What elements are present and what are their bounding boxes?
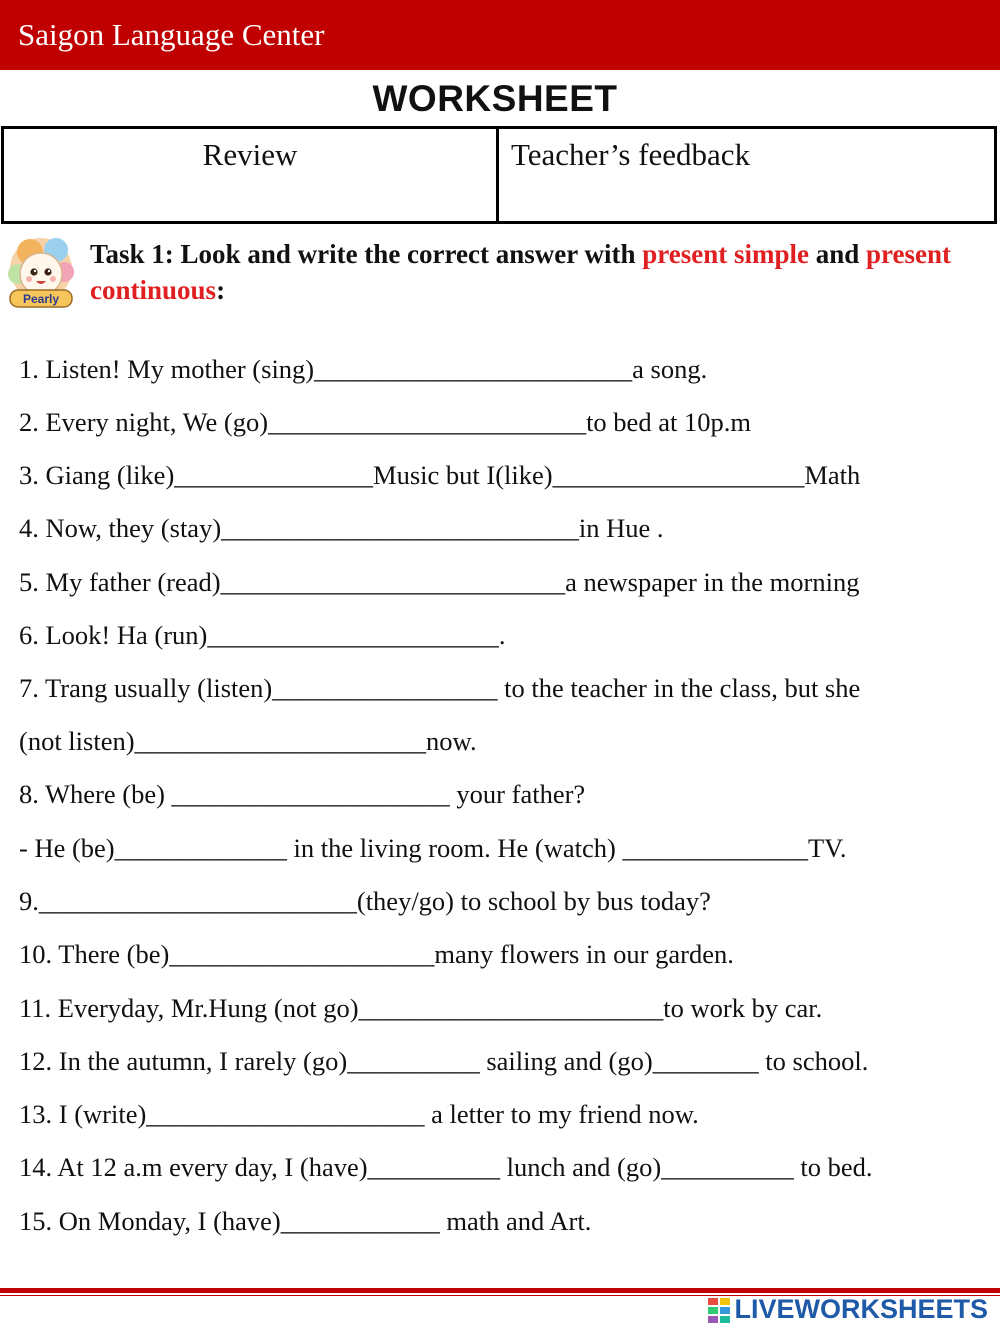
review-label: Review — [202, 137, 298, 172]
footer-divider — [0, 1288, 1000, 1293]
liveworksheets-logo[interactable] — [708, 1294, 988, 1325]
feedback-label: Teacher’s feedback — [511, 137, 751, 172]
question-9[interactable]: 9.________________________(they/go) to school by bus today? — [19, 886, 711, 916]
task-text-1: Task 1: Look and write the correct answer with — [90, 239, 643, 269]
question-7-continued[interactable]: (not listen)______________________now. — [19, 726, 477, 756]
question-13[interactable]: 13. I (write)_____________________ a letter to my friend now. — [19, 1099, 699, 1129]
task-highlight-present-simple: present simple — [642, 239, 809, 269]
question-8-answer[interactable]: - He (be)_____________ in the living room. He (watch) ______________TV. — [19, 833, 847, 863]
question-3[interactable]: 3. Giang (like)_______________Music but I(like)___________________Math — [19, 460, 861, 490]
question-1[interactable]: 1. Listen! My mother (sing)________________________a song. — [19, 354, 708, 384]
task-text-3: : — [216, 275, 226, 305]
question-4[interactable]: 4. Now, they (stay)___________________________in Hue . — [19, 513, 664, 543]
review-cell — [4, 129, 499, 221]
task-instruction — [90, 236, 990, 308]
brand-name: Saigon Language Center — [18, 17, 325, 52]
question-7[interactable]: 7. Trang usually (listen)_________________ to the teacher in the class, but she — [19, 673, 861, 703]
question-15[interactable]: 15. On Monday, I (have)____________ math and Art. — [19, 1206, 592, 1236]
question-8[interactable]: 8. Where (be) _____________________ your father? — [19, 779, 586, 809]
mascot-label: Pearly — [22, 292, 60, 306]
question-14[interactable]: 14. At 12 a.m every day, I (have)__________ lunch and (go)__________ to bed. — [19, 1152, 873, 1182]
pearly-mascot-icon — [4, 236, 78, 310]
liveworksheets-blocks-icon — [708, 1296, 730, 1324]
question-5[interactable]: 5. My father (read)__________________________a newspaper in the morning — [19, 567, 860, 597]
question-6[interactable]: 6. Look! Ha (run)______________________. — [19, 620, 506, 650]
question-10[interactable]: 10. There (be)____________________many flowers in our garden. — [19, 939, 734, 969]
question-11[interactable]: 11. Everyday, Mr.Hung (not go)_______________________to work by car. — [19, 993, 823, 1023]
question-12[interactable]: 12. In the autumn, I rarely (go)__________ sailing and (go)________ to school. — [19, 1046, 869, 1076]
task-text-2: and — [808, 239, 867, 269]
liveworksheets-text: LIVEWORKSHEETS — [734, 1294, 988, 1324]
header-bar — [0, 0, 1000, 70]
page-title: WORKSHEET — [372, 78, 618, 119]
task-highlight-present-continuous: present continuous — [90, 239, 952, 305]
review-feedback-box — [1, 126, 997, 224]
question-2[interactable]: 2. Every night, We (go)________________________to bed at 10p.m — [19, 407, 751, 437]
feedback-cell — [499, 129, 994, 221]
